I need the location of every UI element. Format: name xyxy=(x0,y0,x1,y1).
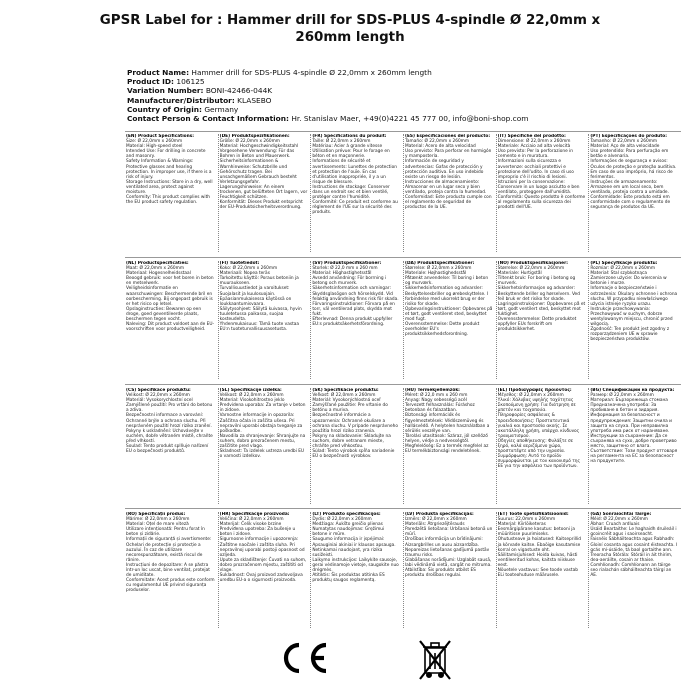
spec-text: Veľkosť: Ø 22,0mm x 260mm Materiál: Vysokorýchlostná oceľ Zamýšľané použitie: Pre vŕtanie do betónu a muriva. Bezpečnostné informácie a upozornenia: Ochranné okuliare a ochrana sluchu. V prípade nesprávneho použitia hrozí riziko zranenia. Pokyny na skladovanie: Skladujte na suchom, dobre vetranom mieste, chráňte pred vlhkosťou. Súlad: Tento výrobok spĺňa nariadenie EÚ o bezpečnosti výrobkov. xyxy=(312,393,398,460)
ce-mark-icon xyxy=(286,645,326,671)
product-info xyxy=(127,68,687,123)
variation-row xyxy=(127,86,687,95)
spec-text: Μέγεθος: Ø 22,0mm x 260mm Υλικό: Χάλυβας υψηλής ταχύτητας Σκοπούμενη χρήση: Για διάτρηση σε μπετόν και τοιχοποιία. Πληροφορίες ασφάλειας & προειδοποιήσεις: Προστατευτικά γυαλιά και προστασία ακοής. Σε ακατάλληλη χρήση, υπάρχει κίνδυνος τραυματισμού. Οδηγίες αποθήκευσης: Φυλάξτε σε ξηρό, καλά αεριζόμενο χώρο, προστατέψτε από την υγρασία. Συμμόρφωση: Αυτό το προϊόν συμμορφώνεται με τον κανονισμό της ΕΕ για την ασφάλεια των προϊόντων. xyxy=(497,393,581,470)
spec-col-es xyxy=(403,134,496,252)
spec-text: Velikost: Ø 22,0mm x 260mm Material: Visokohitrostno jeklo Predvidena uporaba: Za vrtanje v beton in zidove. Varnostne informacije in opozorila: Zaščitna očala in zaščita ušesa. Pri nepravilni uporabi obstaja tveganje za poškodbe. Navodila za shranjevanje: Shranjujte na suhem, dobro prezračenem mestu, zaščitite pred vlago. Skladnost: Ta izdelek ustreza uredbi EU o varnosti izdelkov. xyxy=(219,393,306,460)
spec-heading: (PT) Especificações do produto: xyxy=(590,134,667,139)
title-line-1: GPSR Label for : Hammer drill for SDS-PLUS 4-spindle Ø 22,0mm x xyxy=(99,13,601,28)
spec-heading: (SK) Špecifikácie produktu: xyxy=(312,388,379,393)
spec-heading: (IT) Specifiche del prodotto: xyxy=(497,134,566,139)
country-value: Germany xyxy=(204,104,239,114)
spec-col-lv xyxy=(403,512,496,628)
spec-text: Rozmiar: Ø 22,0mm x 260mm Materiał: Stal szybkotnąca Zamierzone użycie: Do wiercenia w betonie i murze. Informacje o bezpieczeństwie i ostrzeżenia: Okulary ochronne i ochrona słuchu. W przypadku niewłaściwego użycia istnieje ryzyko urazu. Instrukcje przechowywania: Przechowywać w suchym, dobrze wentylowanym miejscu, chronić przed wilgocią. Zgodność: Ten produkt jest zgodny z rozporządzeniem UE w sprawie bezpieczeństwa produktów. xyxy=(590,266,678,343)
spec-heading: (PL) Specyfikacje produktu: xyxy=(590,261,658,266)
manufacturer-value: KLASEBO xyxy=(237,95,272,105)
spec-block-1 xyxy=(125,134,681,252)
spec-col-bg xyxy=(588,388,681,504)
separator-2 xyxy=(125,257,681,258)
spec-text: Mărime: Ø 22,0mm x 260mm Material: Oțel de mare viteză Utilizare intenționată: Pentru forat în beton și zidărie. Informații de siguranță și avertismente: Ochelari de protecție și protecție a auzului. În caz de utilizare necorespunzătoare, există riscul de rănire. Instrucțiuni de depozitare: A se păstra într-un loc uscat, bine ventilat, protejat de umiditate. Conformitate: Acest produs este conform cu regulamentul UE privind siguranța produselor. xyxy=(126,517,215,594)
spec-col-de xyxy=(218,134,311,252)
spec-col-en xyxy=(125,134,218,252)
spec-text: Suurus: 22,0mm x 260mm Materjal: Kiirlõiketeras Eesmärgipärane kasutus: betooni ja müüritisse puurimiseks. Ohutusteave ja hoiatused: Kaitseprillid ja kõrvade kaitse. Ebaõige kasutamise korral on vigastuste oht. Säilitamisjuhised: Hoida kuivas, hästi ventileeritud kohas, kaitsta niiskuse eest. Nõuetele vastavus: See toode vastab ELi tooteohutuse määrusele. xyxy=(497,517,581,579)
manufacturer-row xyxy=(127,96,687,105)
compliance-marks xyxy=(270,633,490,683)
spec-heading: (FI) Tuotetiedot: xyxy=(219,261,260,266)
spec-text: Dydis: Ø 22,0mm x 260mm Medžiaga: Aukšto greičio plienas Numatytas naudojimas: Gręžimui betone ir mūre. Saugumo informacija ir įspėjimai: Apsauginiai akiniai ir klausos apsauga. Netinkamai naudojant, yra rizika susižeisti. Laikymo instrukcijos: Laikykite sausoje, gerai vėdinamoje vietoje, saugokite nuo drėgmės. Atitiktis: Šis produktas atitinka ES produktų saugos reglamentą. xyxy=(312,517,399,584)
spec-text: Méid: Ø 22,0mm x 260mm Ábhar: Cruach ardluais Úsáid Beartaithe: Le haghaidh druileáil i gcoincréit agus i saoirseacht. Faisnéis Sábháilteachta agus Rabhadh: Gloiní cosanta agus cosaint éisteachta. I gcás mí-úsáide, tá baol gortaithe ann. Treoracha Stórála: Stóráil in áit thirim, dea-aeráilte, cosain ar thaise. Comhlíonadh: Comhlíonann an táirge seo rialachán sábháilteachta táirgí an AE. xyxy=(590,517,678,579)
product-id-value: 106125 xyxy=(176,77,205,87)
spec-heading: (ET) Toote spetsifikatsioonid: xyxy=(497,512,569,517)
spec-heading: (RO) Specificații produs: xyxy=(126,512,186,517)
spec-col-pt xyxy=(588,134,681,252)
spec-col-it xyxy=(496,134,589,252)
product-name-value: Hammer drill for SDS-PLUS 4-spindle Ø 22,0mm x 260mm length xyxy=(191,68,432,77)
label-title xyxy=(20,12,680,46)
spec-text: Méret: Ø 22,0 mm x 260 mm Anyag: Nagy sebességű acél Tervezett felhasználás: Fúráshoz betonban és falazatban. Biztonsági információk és figyelmeztetések: Védőszemüveg és hallásvédő. A helytelen használatban a sérülés veszélye van. Tárolási utasítások: Száraz, jól szellőző helyen, védje a nedvességtől. Megfelelőség: Ez a termék megfelel az EU termékbiztonsági rendeletének. xyxy=(404,393,490,455)
contact-value: Hr. Stanislav Maer, +49(0)4221 45 777 00, info@boni-shop.com xyxy=(291,114,529,124)
spec-heading: (ES) Especificaciones del producto: xyxy=(404,134,491,139)
spec-text: Størrelse: Ø 22,0mm x 260mm Materiale: Højhastighedsstål Påtænkt anvendelse: Til boring i beton og murværk. Sikkerhedsinformation og advarsler: Beskyttelsesbriller og ørebeskyttelse. I forbindelse med ukorrekt brug er der risiko for skade. Opbevaringsinstruktioner: Opbevares på et tørt, godt ventileret sted, beskyttet mod fugt. Overensstemmelse: Dette produkt overholder EU's produktsikkerhedsforordning. xyxy=(404,266,493,338)
spec-heading: (LT) Produkto specifikacijos: xyxy=(312,512,381,517)
spec-heading: (SL) Specifikacije izdelka: xyxy=(219,388,282,393)
spec-heading: (EN) Product Specifications: xyxy=(126,134,194,139)
spec-text: Größe: Ø 22,0mm x 260mm Material: Hochgeschwindigkeitsstahl Vorgesehene Verwendung: Für das Bohren in Beton und Mauerwerk. Sicherheitsinformationen & Warnhinweise: Schutzbrille und Gehörschutz tragen. Bei unsachgemäßem Gebrauch besteht Verletzungsgefahr. Lagerungshinweise: An einem trockenen, gut belüfteten Ort lagern, vor Feuchtigkeit schützen. Konformität: Dieses Produkt entspricht der EU-Produktsicherheitsverordnung. xyxy=(219,139,308,211)
spec-col-no xyxy=(496,261,589,379)
spec-heading: (HU) Termékjellemzők: xyxy=(404,388,460,393)
spec-col-hu xyxy=(403,388,496,504)
spec-heading: (FR) Spécifications du produit: xyxy=(312,134,387,139)
product-id-label: Product ID: xyxy=(127,77,175,87)
separator-4 xyxy=(125,508,681,509)
spec-col-sk xyxy=(310,388,403,504)
spec-heading: (BG) Спецификации на продукта: xyxy=(590,388,675,393)
variation-value: BONI-42466-044K xyxy=(205,86,273,96)
spec-text: Velikost: Ø 22,0mm x 260mm Materiál: Vysokorychlostní ocel Zamýšlené použití: Pro vrtání do betonu a zdiva. Bezpečnostní informace a varování: Ochranné brýle a ochrana sluchu. Při nesprávném použití hrozí riziko zranění. Pokyny k uskladnění: Uchovávejte v suchém, dobře větraném místě, chraňte před vlhkostí. Soulad: Tento produkt splňuje nařízení EU o bezpečnosti produktů. xyxy=(126,393,213,455)
separator-3 xyxy=(125,384,681,385)
spec-text: Dimensione: Ø 22,0mm x 260mm Materiale: Acciaio ad alta velocità Uso previsto: Per la perforazione in cemento e in muratura. Informazioni sulla sicurezza e avvertenze: occhiali protettivi e protezione dell'udito. In caso di uso improprio c'è il rischio di lesioni. Istruzioni per la conservazione: Conservare in un luogo asciutto e ben ventilato, proteggere dall'umidità. Conformità: Questo prodotto è conforme al regolamento sulla sicurezza dei prodotti dell'UE. xyxy=(497,139,586,211)
title-line-2: 260mm length xyxy=(295,30,405,45)
spec-text: Storlek: Ø 22,0 mm x 260 mm Material: Höghastighetsstål Avsedd användning: För borrning i betong och murverk. Säkerhetsinformation och varningar: Skyddsglasögon och hörselskydd. Vid felaktig användning finns risk för skada. Förvaringsinstruktioner: Förvara på en torr, väl ventilerad plats, skydda mot fukt. Efterlevnad: Denna produkt uppfyller EU:s produktsäkerhetsförordning. xyxy=(312,266,399,328)
product-id-row xyxy=(127,77,687,86)
country-row xyxy=(127,105,687,114)
spec-text: Tamaño: Ø 22,0mm x 260mm Material: Acero de alta velocidad Uso previsto: Para perforar en hormigón y mampostería. Información de seguridad y advertencias: Gafas de protección y protección auditiva. En uso indebido existe un riesgo de lesión. Instrucciones de almacenamiento: Almacenar en un lugar seco y bien ventilado, proteja contra la humedad. Conformidad: Este producto cumple con el reglamento de seguridad de productos de la UE. xyxy=(404,139,492,211)
product-name-label: Product Name: xyxy=(127,68,190,77)
spec-text: Koko: Ø 22,0mm x 260mm Materiaali: Nopea teräs Tarkoitettu käyttö: Poraus betoniin ja muuraukseen. Turvallisuustiedot ja varoitukset: Suojalasit ja kuulosuojain. Epäasianmukaisessa käytössä on loukkaantumisvaara. Säilytysohjeet: Säilytä kuivassa, hyvin tuuletetussa paikassa, suojaa kosteudelta. Yhdenmukaisuus: Tämä tuote vastaa EU:n tuoteturvallisuusasetusta. xyxy=(219,266,302,333)
spec-heading: (GA) Sonraíochtaí Táirge: xyxy=(590,512,652,517)
separator-1 xyxy=(125,131,681,132)
spec-col-lt xyxy=(310,512,403,628)
spec-text: Størrelse: Ø 22,0mm x 260mm Materiale: Hurtigstål Tiltenkt bruk: For boring i betong og murverk. Sikkerhetsinformasjon og advarsler: Beskyttende briller og hørselvern. Ved feil bruk er det risiko for skade. Lagringsinstruksjoner: Oppbevares på et tørt, godt ventilert sted, beskyttet mot fuktighet. Overensstemmelse: Dette produktet oppfyller EUs forskrift om produktsikkerhet. xyxy=(497,266,586,333)
spec-heading: (DE) Produktspezifikationen: xyxy=(219,134,290,139)
product-name-row xyxy=(127,68,687,77)
spec-text: Tamanho: Ø 22,0mm x 260mm Material: Aço de alta velocidade Uso pretendido: Para perfuração em betão e alvenaria. Informações de segurança e avisos: Óculos de proteção e proteção auditiva. Em caso de uso impróprio, há risco de ferimentos. Instruções de armazenamento: Armazene em um local seco, bem ventilado, proteja contra a umidade. Conformidade: Este produto está em conformidade com o regulamento de segurança de produtos da UE. xyxy=(590,139,677,211)
spec-text: Izmērs: Ø 22,0mm x 260mm Materiāls: Ātrgriezējtērauds Paredzētā lietošana: Urbšanai betonā un mūrī. Drošības informācija un brīdinājumi: Aizsargbrilles un ausu aizsardzība. Nepareizas lietošanas gadījumā pastāv traumu risks. Glabāšanas norādījumi: Uzglabāt sausā, labi vēdināmā vietā, sargāt no mitruma. Atbilstība: Šis produkts atbilst ES produktu drošības regulai. xyxy=(404,517,493,579)
spec-block-3 xyxy=(125,388,681,504)
spec-col-nl xyxy=(125,261,218,379)
spec-col-cs xyxy=(125,388,218,504)
spec-heading: (LV) Produkta specifikācijas: xyxy=(404,512,474,517)
spec-text: Размер: Ø 22,0mm x 260mm Материал: Бързорежеща стомана Предназначена употреба: За пробиване в бетон и зидария. Информация за безопасност и предупреждения: Защитни очила и защита на слуха. При неправилна употреба има риск от нараняване. Инструкции за съхранение: Да се съхранява на сухо, добре проветриво място, защитено от влага. Съответствие: Този продукт отговаря на регламента на ЕС за безопасност на продуктите. xyxy=(590,393,678,465)
spec-col-fr xyxy=(310,134,403,252)
spec-col-et xyxy=(496,512,589,628)
spec-heading: (SV) Produktspecifikationer: xyxy=(312,261,382,266)
spec-col-sv xyxy=(310,261,403,379)
country-label: Country of Origin: xyxy=(127,104,202,114)
spec-text: Taille: Ø 22,0mm x 260mm Matériau: Acier à grande vitesse Utilisation prévue: Pour le forage en béton et en maçonnerie. Informations de sécurité et avertissements: Lunettes de protection et protection de l'ouïe. En cas d'utilisation inappropriée, il y a un risque de blessure. Instructions de stockage: Conserver dans un endroit sec et bien ventilé, protéger contre l'humidité. Conformité: Ce produit est conforme au règlement de l'UE sur la sécurité des produits. xyxy=(312,139,398,216)
spec-text: Maat: Ø 22,0mm x 260mm Materiaal: Hogesnelheidsstaal Beoogd gebruik: voor het boren in beton en metselwerk. Veiligheidsinformatie en waarschuwingen: Beschermende bril en oorbescherming. Bij ongepast gebruik is er het risico op letsel. Opslaginstructies: Bewaren op een droge, goed geventileerde plaats, beschermen tegen vocht. Naleving: Dit product voldoet aan de EU-voorschriften voor productveiligheid. xyxy=(126,266,215,333)
spec-col-da xyxy=(403,261,496,379)
spec-text: Size: Ø 22,0mm x 260mm Material: High-speed steel Intended Use: For drilling in concrete and masonry. Safety Information & Warnings: Protective glasses and hearing protection. In improper use, if there is a risk of injury. Storage Instructions: Store in a dry, well ventilated area, protect against moisture. Conformity: This product complies with the EU product safety regulation. xyxy=(126,139,213,206)
manufacturer-label: Manufacturer/Distributor: xyxy=(127,95,235,105)
spec-col-fi xyxy=(218,261,311,379)
spec-col-ro xyxy=(125,512,218,628)
spec-block-2 xyxy=(125,261,681,379)
spec-heading: (NL) Productspecificaties: xyxy=(126,261,189,266)
spec-col-pl xyxy=(588,261,681,379)
spec-block-4 xyxy=(125,512,681,628)
spec-text: Veličina: Ø 22,0mm x 260mm Materijal: Čelik visoke brzine Predviđena upotreba: Za bušenje u beton i zidove. Sigurnosne informacije i upozorenja: Zaštitne naočale i zaštita sluha. Pri nepravilnoj uporabi postoji opasnost od ozljeda. Upute za skladištenje: Čuvati na suhom, dobro prozračenom mjestu, zaštititi od vlage. Sukladnost: Ovaj proizvod zadovoljava uredbu EU-a o sigurnosti proizvoda. xyxy=(219,517,307,584)
spec-heading: (EL) Προδιαγραφές προϊόντος: xyxy=(497,388,572,393)
spec-col-ga xyxy=(588,512,681,628)
spec-col-sl xyxy=(218,388,311,504)
variation-label: Variation Number: xyxy=(127,86,204,96)
no-waste-bin-icon xyxy=(420,641,450,679)
spec-col-el xyxy=(496,388,589,504)
spec-heading: (DA) Produktspecifikationer: xyxy=(404,261,475,266)
spec-col-hr xyxy=(218,512,311,628)
contact-row xyxy=(127,114,687,123)
spec-heading: (CS) Specifikace produktu: xyxy=(126,388,191,393)
spec-heading: (NO) Produktspesifikasjoner: xyxy=(497,261,568,266)
spec-heading: (HR) Specifikacije proizvoda: xyxy=(219,512,290,517)
contact-label: Contact Person & Contact Information: xyxy=(127,114,289,124)
